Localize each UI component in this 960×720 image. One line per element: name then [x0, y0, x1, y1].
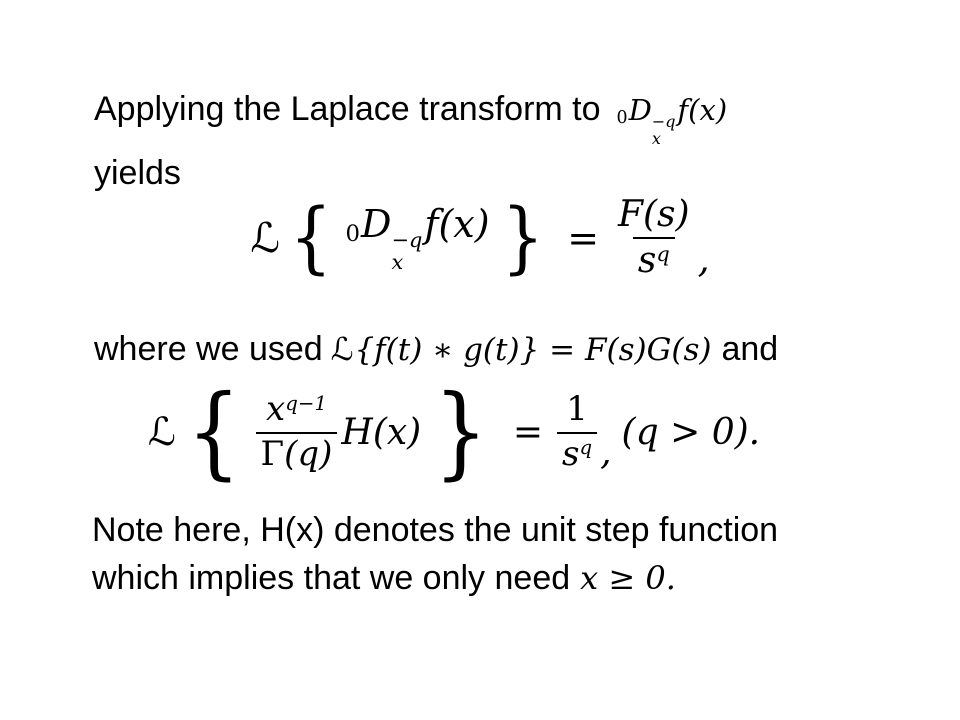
convolution-lhs: {f(t) ∗ g(t)}	[354, 332, 540, 368]
equation-2	[147, 373, 761, 490]
math-presubscript: 0	[345, 221, 361, 248]
right-brace: }	[433, 373, 489, 490]
laplace-operator: ℒ	[147, 409, 176, 455]
left-brace: {	[186, 373, 241, 490]
equals-sign: =	[567, 215, 600, 260]
fraction-power-over-gamma	[256, 390, 338, 473]
note-text-line2: which implies that we only need	[92, 559, 571, 597]
math-subscript: x	[391, 249, 404, 274]
convolution-text-after: and	[721, 330, 779, 368]
equals-sign: =	[549, 332, 576, 368]
left-brace: {	[289, 192, 332, 283]
denominator-base: s	[637, 240, 657, 282]
gamma-argument: (q)	[284, 433, 333, 474]
equation-1	[250, 194, 709, 282]
intro-text-line2: yields	[94, 153, 181, 192]
sub-sup-stack	[652, 114, 676, 148]
denominator-exponent: q	[579, 435, 593, 459]
convolution-text-before: where we used	[94, 330, 323, 368]
gamma-symbol: Γ	[260, 433, 285, 474]
sub-sup-stack	[391, 227, 423, 274]
intro-text-line1: Applying the Laplace transform to	[94, 90, 601, 128]
math-superscript: −q	[391, 227, 423, 252]
trailing-comma: ,	[600, 431, 612, 473]
laplace-operator: ℒ	[250, 213, 280, 262]
step-function-factor: H(x)	[341, 411, 422, 453]
numerator-base: x	[266, 389, 286, 430]
fraction-Fs-over-sq	[613, 194, 695, 282]
fraction-numerator: 1	[566, 389, 588, 430]
equation-2-container	[0, 373, 960, 490]
paragraph-intro	[94, 84, 914, 199]
trailing-comma: ,	[697, 236, 710, 281]
math-superscript: −q	[651, 112, 676, 132]
laplace-operator: ℒ	[330, 332, 354, 368]
math-subscript: x	[651, 128, 661, 148]
fraction-denominator	[557, 432, 597, 474]
fractional-derivative-operator: D	[628, 93, 652, 127]
inline-math-convolution	[331, 332, 712, 368]
equals-sign: =	[512, 411, 544, 453]
equation-1-container	[0, 194, 960, 282]
fractional-derivative-term	[346, 202, 490, 273]
fraction-one-over-sq	[557, 390, 597, 473]
inline-math-fractional-derivative	[616, 93, 728, 148]
denominator-base: s	[562, 433, 580, 474]
fraction-denominator	[256, 432, 338, 474]
paragraph-note	[92, 506, 932, 602]
denominator-exponent: q	[656, 241, 670, 266]
math-argument: f(x)	[424, 202, 490, 247]
numerator-exponent: q−1	[285, 391, 327, 415]
paragraph-convolution	[94, 324, 934, 376]
fractional-derivative-operator: D	[361, 202, 392, 247]
fraction-numerator	[261, 390, 332, 429]
convolution-rhs: F(s)G(s)	[585, 332, 712, 368]
condition-q-positive: (q > 0).	[621, 411, 761, 453]
note-text-line1: Note here, H(x) denotes the unit step function	[92, 511, 779, 549]
inline-math-domain-condition: x ≥ 0.	[580, 559, 676, 597]
fraction-numerator: F(s)	[618, 194, 690, 235]
math-argument: f(x)	[677, 93, 728, 127]
right-brace: }	[501, 192, 544, 283]
fraction-denominator	[633, 237, 675, 281]
math-presubscript: 0	[616, 108, 628, 129]
